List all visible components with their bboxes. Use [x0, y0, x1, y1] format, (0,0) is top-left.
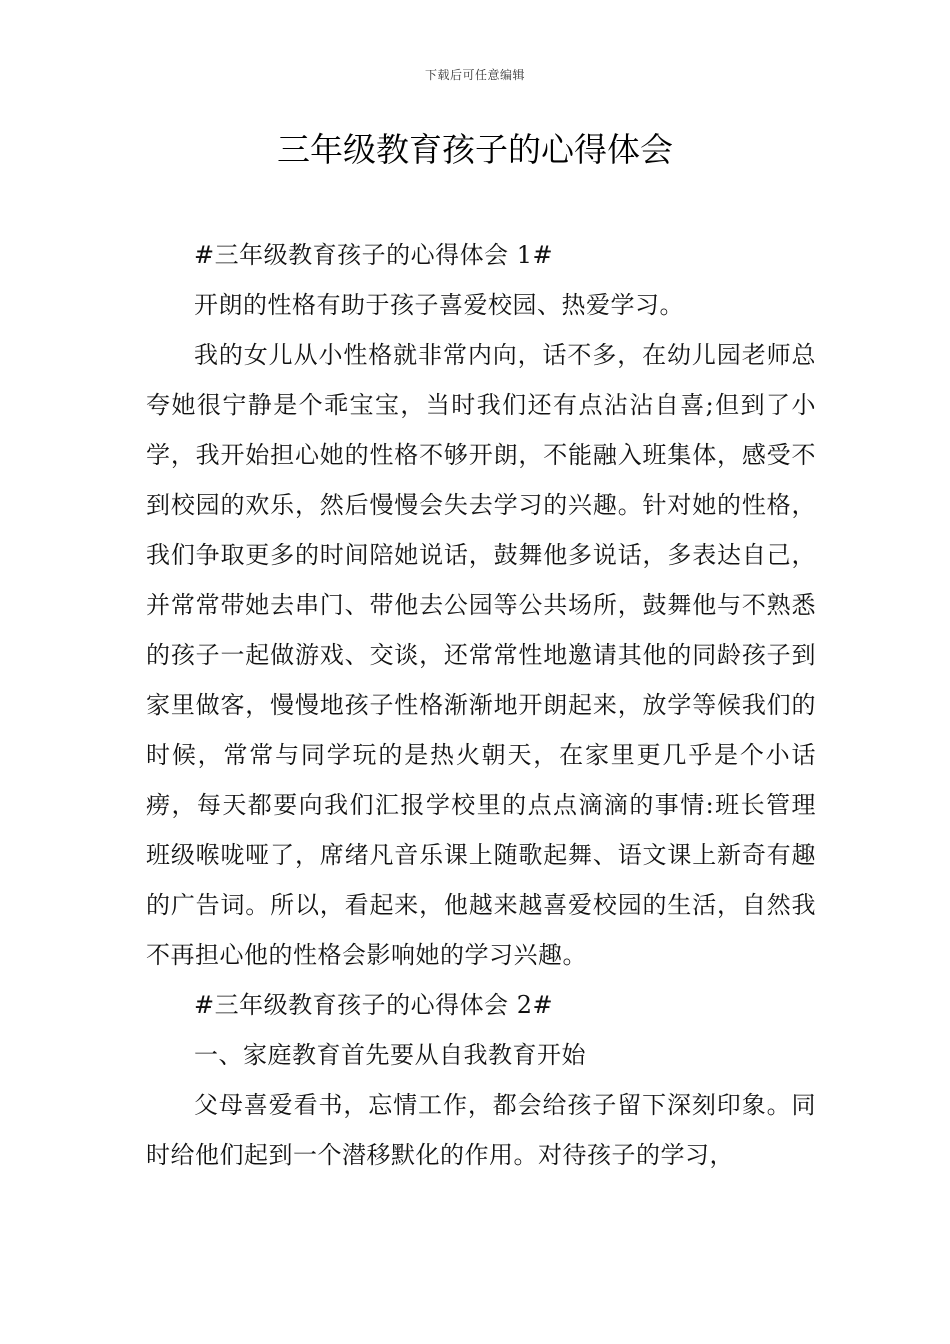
paragraph: 我的女儿从小性格就非常内向，话不多，在幼儿园老师总夸她很宁静是个乖宝宝，当时我们还有点沾沾自喜;但到了小学，我开始担心她的性格不够开朗，不能融入班集体，感受不到校园的欢乐，然后慢慢会失去学习的兴趣。针对她的性格，我们争取更多的时间陪她说话，鼓舞他多说话，多表达自己，并常常带她去串门、带他去公园等公共场所，鼓舞他与不熟悉的孩子一起做游戏、交谈，还常常性地邀请其他的同龄孩子到家里做客，慢慢地孩子性格渐渐地开朗起来，放学等候我们的时候，常常与同学玩的是热火朝天，在家里更几乎是个小话痨，每天都要向我们汇报学校里的点点滴滴的事情:班长管理班级喉咙哑了，席绪凡音乐课上随歌起舞、语文课上新奇有趣的广告词。所以，看起来，他越来越喜爱校园的生活，自然我不再担心他的性格会影响她的学习兴趣。 — [146, 341, 816, 969]
subheading: 一、家庭教育首先要从自我教育开始 — [194, 1041, 586, 1069]
header-note: 下载后可任意编辑 — [424, 68, 525, 82]
document-title: 三年级教育孩子的心得体会 — [277, 130, 673, 169]
paragraph: 父母喜爱看书，忘情工作，都会给孩子留下深刻印象。同时给他们起到一个潜移默化的作用。对待孩子的学习， — [146, 1091, 816, 1169]
paragraph: 开朗的性格有助于孩子喜爱校园、热爱学习。 — [194, 291, 684, 319]
section-heading-2: #三年级教育孩子的心得体会 2# — [194, 991, 554, 1019]
section-heading-1: #三年级教育孩子的心得体会 1# — [194, 241, 554, 269]
document-body — [146, 230, 816, 1180]
